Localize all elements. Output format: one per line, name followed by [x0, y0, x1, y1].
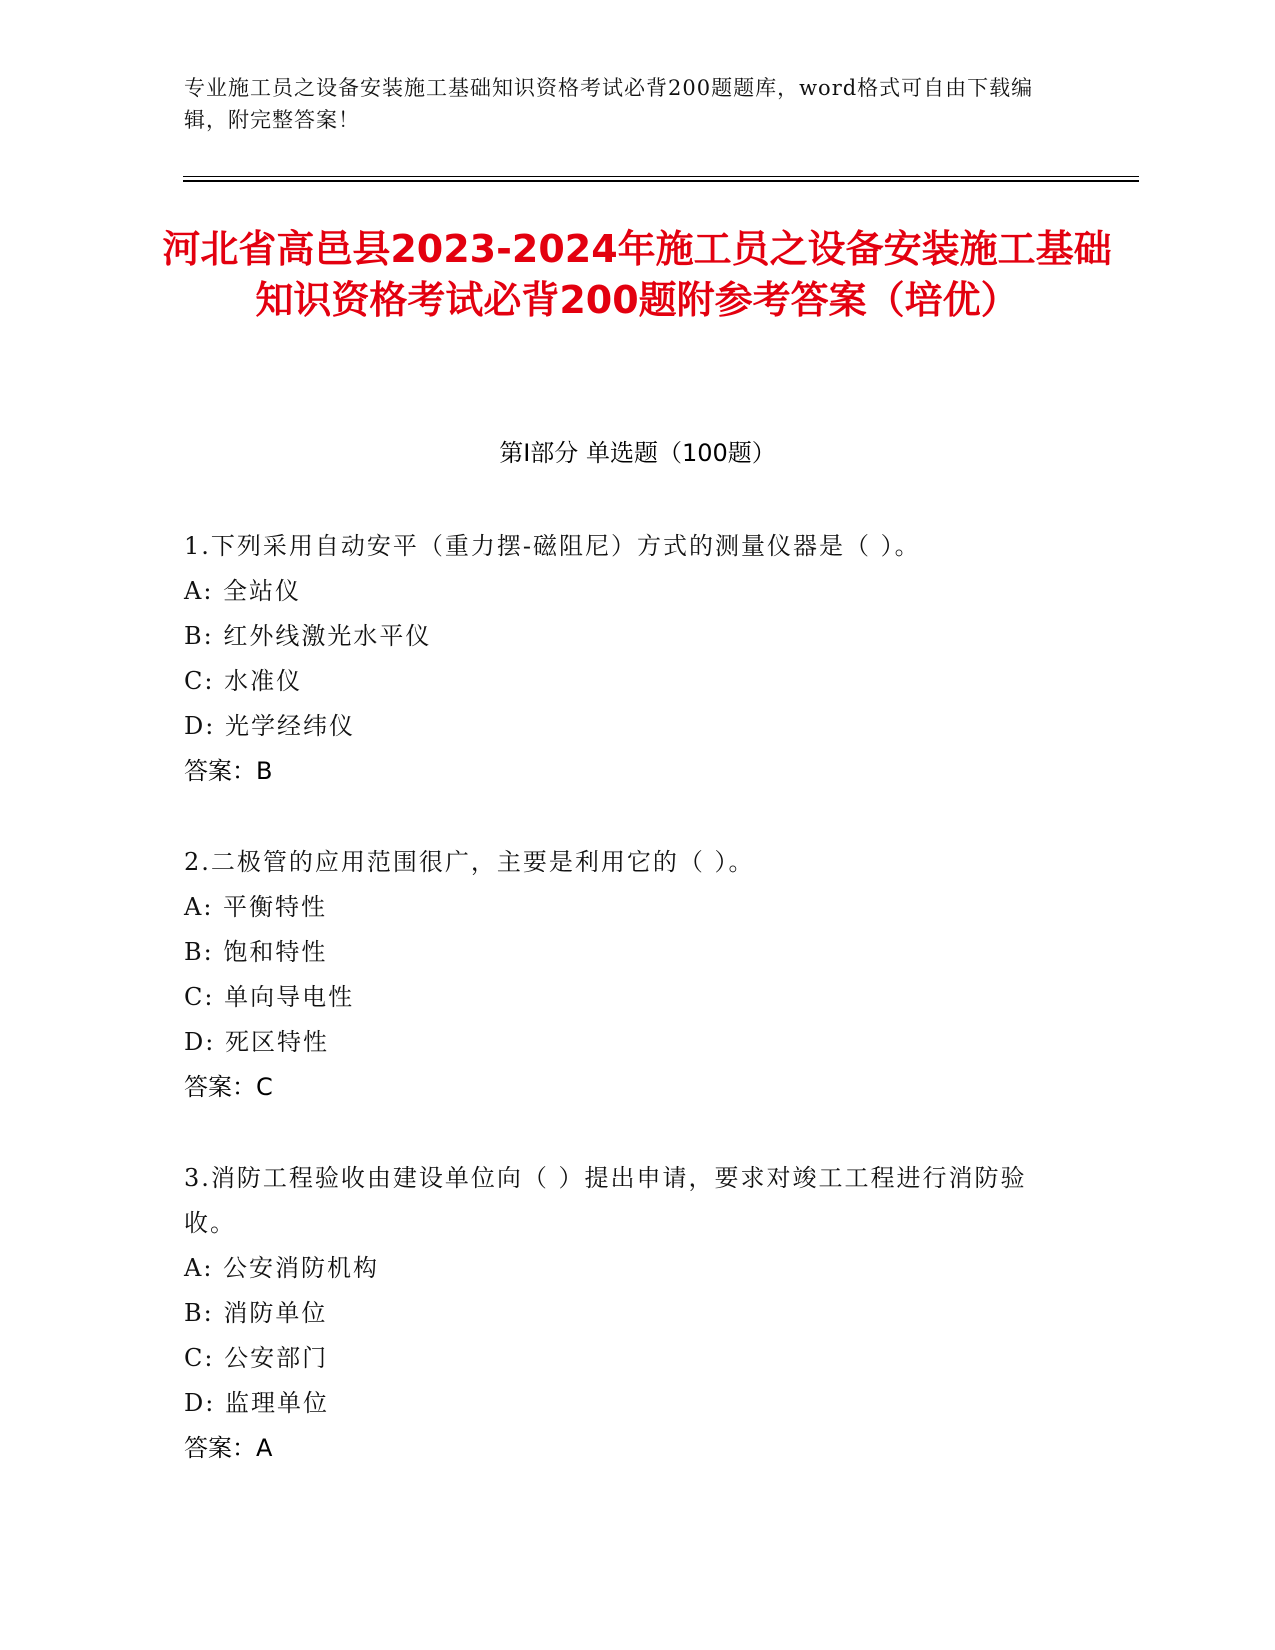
- option-b: B: 红外线激光水平仪: [184, 622, 432, 650]
- option-b: B: 消防单位: [184, 1299, 328, 1327]
- option-a: A: 公安消防机构: [184, 1254, 380, 1282]
- question-answer: 答案：A: [184, 1434, 273, 1462]
- option-d: D: 光学经纬仪: [184, 712, 355, 740]
- question-answer: 答案：B: [184, 757, 273, 785]
- header-divider-thin: [183, 176, 1139, 177]
- header-divider-thick: [183, 180, 1139, 182]
- section-title: 第I部分 单选题（100题）: [499, 439, 776, 467]
- option-c: C: 水准仪: [184, 667, 303, 695]
- question-block: [184, 1156, 1064, 1471]
- option-d: D: 监理单位: [184, 1389, 329, 1417]
- question-block: [184, 840, 1064, 1110]
- header-note: 专业施工员之设备安装施工基础知识资格考试必背200题题库，word格式可自由下载编辑，附完整答案！: [184, 76, 1034, 132]
- option-a: A: 全站仪: [184, 577, 302, 605]
- option-d: D: 死区特性: [184, 1028, 329, 1056]
- document-title: 河北省高邑县2023-2024年施工员之设备安装施工基础知识资格考试必背200题附参考答案（培优）: [162, 227, 1112, 322]
- question-answer: 答案：C: [184, 1073, 273, 1101]
- option-c: C: 公安部门: [184, 1344, 329, 1372]
- option-c: C: 单向导电性: [184, 983, 355, 1011]
- question-block: [184, 524, 1064, 794]
- option-a: A: 平衡特性: [184, 893, 328, 921]
- question-stem: 1.下列采用自动安平（重力摆-磁阻尼）方式的测量仪器是（ ）。: [184, 532, 921, 560]
- question-stem: 3.消防工程验收由建设单位向（ ）提出申请，要求对竣工工程进行消防验收。: [184, 1164, 1027, 1237]
- option-b: B: 饱和特性: [184, 938, 328, 966]
- question-stem: 2.二极管的应用范围很广，主要是利用它的（ ）。: [184, 848, 755, 876]
